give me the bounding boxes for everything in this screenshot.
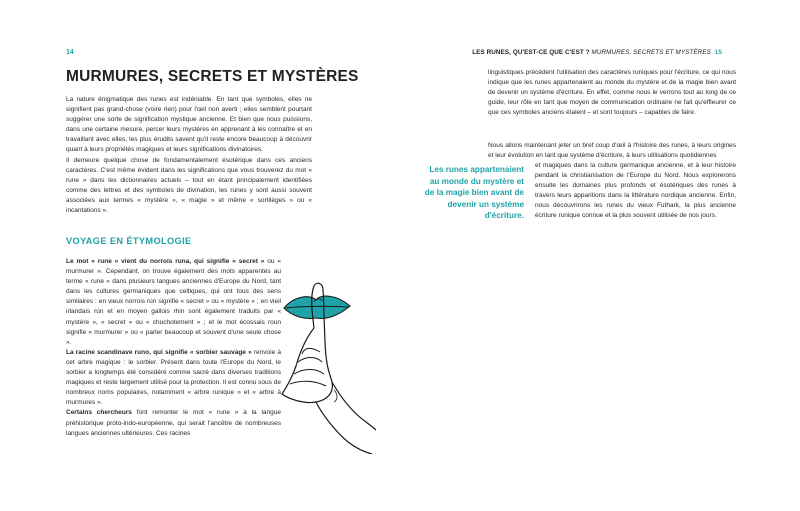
- right-paragraph-2b: et magiques dans la culture germanique ancienne, et à leur histoire pendant la christianisation de l'Europe du Nord. Nous explorerons ensuite les domaines plus profonds et ésotériques des runes à travers leurs apparitions dans la littérature nordique ancienne. Enfin, nous découvrirons les runes du vieux Futhark, la plus ancienne écriture runique connue et la plus souvent utilisée de nos jours.: [535, 162, 736, 220]
- right-column-wrap: [535, 161, 736, 222]
- etymology-paragraph-3: [66, 408, 281, 438]
- running-head-chapter: MURMURES, SECRETS ET MYSTÈRES: [591, 49, 711, 56]
- left-page-number: 14: [66, 49, 74, 56]
- right-page-number: 15: [714, 49, 722, 56]
- etymology-paragraph-2: [66, 348, 281, 409]
- etymology-text-2: renvoie à cet arbre magique : le sorbier. Présent dans toute l'Europe du Nord, le sorbier a longtemps été considéré comme sacré dans diverses traditions magiques et reste largement utilisé pour la protection. Il est connu sous de nombreux noms populaires, notamment « arbre runique » et « arbre à murmures ».: [66, 348, 281, 407]
- hand-shush-icon: [276, 282, 376, 454]
- right-paragraph-1: linguistiques précèdent l'utilisation des caractères runiques pour l'écriture, ce qui nous indique que les runes appartenaient au monde du mystère et de la magie bien avant de devenir un système d'écriture. En effet, comme nous le verrons tout au long de ce guide, leur rôle en tant que moyen de communication ordinaire ne fait qu'effleurer ce que ces symboles anciens étaient – et sont toujours – capables de faire.: [488, 69, 736, 117]
- etymology-text-3: font remonter le mot « rune » à la langue préhistorique proto-indo-européenne, qui serait l'ancêtre de nombreuses langues anciennes ultérieures. Ces racines: [66, 409, 281, 437]
- etymology-column: [66, 257, 281, 439]
- intro-column: [66, 95, 312, 216]
- etymology-paragraph-1: [66, 257, 281, 348]
- intro-paragraph-1: La nature énigmatique des runes est indéniable. En tant que symboles, elles ne signifient pas grand-chose (voire rien) pour l'œil non averti ; elles semblent pourtant suggérer une sorte de signification mystique ancienne. Et bien que nous puissions, dans une certaine mesure, percer leurs mystères en apprenant à les connaître et en travaillant avec elles, les plus érudits savent qu'il reste encore beaucoup à découvrir quant à leurs propriétés magiques et leurs significations divinatoires.: [66, 96, 312, 154]
- right-column-top: [488, 68, 736, 118]
- right-column-middle: [488, 141, 736, 161]
- etymology-lead-1: Le mot « rune » vient du norrois runa, qui signifie « secret »: [66, 258, 265, 265]
- right-paragraph-2a: Nous allons maintenant jeter un bref coup d'œil à l'histoire des runes, à leurs origines et leur évolution en tant que système d'écriture, à leurs utilisations quotidiennes: [488, 142, 736, 160]
- running-head: [472, 49, 722, 56]
- etymology-lead-2: La racine scandinave runo, qui signifie « sorbier sauvage »: [66, 348, 252, 356]
- section-heading: VOYAGE EN ÉTYMOLOGIE: [66, 236, 192, 246]
- etymology-lead-3: Certains chercheurs: [66, 409, 132, 417]
- pull-quote: Les runes appartenaient au monde du mystère et de la magie bien avant de devenir un système d'écriture.: [424, 165, 524, 220]
- running-head-section: LES RUNES, QU'EST-CE QUE C'EST ?: [472, 49, 590, 56]
- intro-paragraph-2: Il demeure quelque chose de fondamentalement ésotérique dans ces anciens caractères. C'est même évident dans les significations que vous trouverez du mot « rune » dans les dictionnaires actuels – tout en étant principalement identifiées comme des lettres et des symboles de divination, les runes y sont aussi souvent associées aux termes « mystère », « magie » et même « sortilèges » ou « incantations ».: [66, 156, 312, 215]
- page-title: MURMURES, SECRETS ET MYSTÈRES: [66, 68, 359, 85]
- etymology-text-1: ou « murmurer ». Cependant, on trouve également des mots apparentés au terme « rune » dans plusieurs langues anciennes d'Europe du Nord, tant dans les cultures germaniques que celtiques, qui ont tous des sens similaires : en vieux norrois rún signifie « secret » ou « mystère » ; en vieil irlandais rún et en moyen gallois rhin sont également traduits par « mystère », « secret » ou « chuchotement » ; et le mot écossais roun signifie « murmurer » ou « parler beaucoup et souvent d'une seule chose ».: [66, 258, 281, 346]
